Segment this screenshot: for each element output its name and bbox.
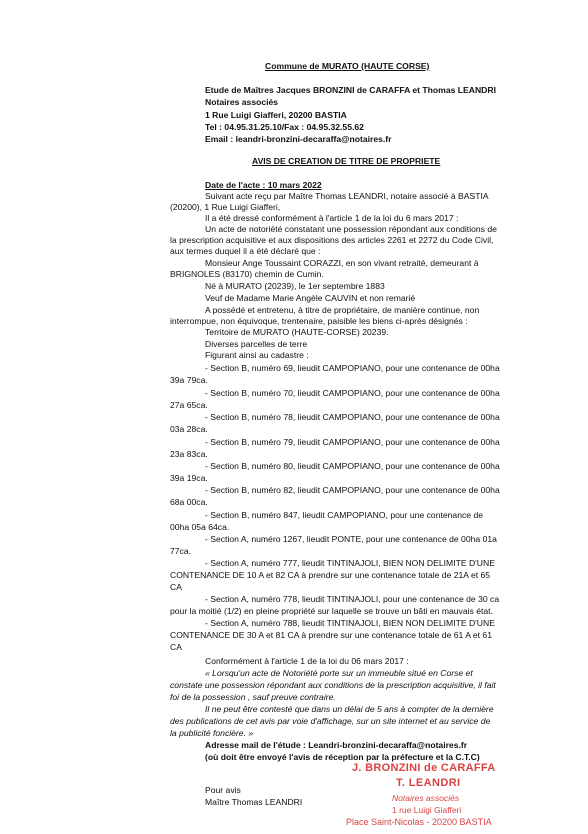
document-title: AVIS DE CREATION DE TITRE DE PROPRIETE: [252, 156, 441, 166]
quote-line: Il ne peut être contesté que dans un délai de 5 ans à compter de la dernière: [205, 704, 494, 714]
body-line: Veuf de Madame Marie Angèle CAUVIN et non remarié: [205, 293, 416, 303]
body-line: aux termes duquel il a été déclaré que :: [170, 246, 321, 256]
body-line: - Section A, numéro 778, lieudit TINTINAJOLI, pour une contenance de 30 ca: [205, 594, 500, 604]
quote-line: la publicité foncière. »: [170, 728, 254, 738]
etude-name: Etude de Maîtres Jacques BRONZINI de CARAFFA et Thomas LEANDRI: [205, 85, 496, 95]
body-line: Conformément à l'article 1 de la loi du 06 mars 2017 :: [205, 656, 409, 666]
etude-phone: Tel : 04.95.31.25.10/Fax : 04.95.32.55.62: [205, 122, 364, 132]
body-line: interrompue, non équivoque, trentenaire, paisible les biens ci-après désignés :: [170, 316, 468, 326]
body-line: Suivant acte reçu par Maître Thomas LEANDRI, notaire associé à BASTIA: [205, 191, 489, 201]
body-line: - Section A, numéro 1267, lieudit PONTE, pour une contenance de 00ha 01a: [205, 534, 497, 544]
pour-avis-label: Pour avis: [205, 785, 241, 795]
quote-line: des publications de cet avis par voie d'affichage, sur un site internet et au service de: [170, 716, 491, 726]
body-line: Il a été dressé conformément à l'article 1 de la loi du 6 mars 2017 :: [205, 213, 459, 223]
body-line: BRIGNOLES (83170) chemin de Cumin.: [170, 269, 324, 279]
body-line: pour la moitié (1/2) en pleine propriété sur laquelle se trouve un bâti en mauvais état.: [170, 606, 493, 616]
body-line: - Section A, numéro 788, lieudit TINTINAJOLI, BIEN NON DELIMITE D'UNE: [205, 618, 495, 628]
body-line: 23a 83ca.: [170, 449, 208, 459]
body-line: - Section B, numéro 78, lieudit CAMPOPIANO, pour une contenance de 00ha: [205, 412, 500, 422]
body-line: - Section B, numéro 82, lieudit CAMPOPIANO, pour une contenance de 00ha: [205, 485, 500, 495]
body-line: 77ca.: [170, 546, 192, 556]
body-line: - Section B, numéro 847, lieudit CAMPOPIANO, pour une contenance de: [205, 510, 484, 520]
act-date: Date de l'acte : 10 mars 2022: [205, 180, 322, 190]
body-line: Territoire de MURATO (HAUTE-CORSE) 20239.: [205, 327, 389, 337]
stamp-line-2: T. LEANDRI: [396, 777, 461, 789]
stamp-line-4: 1 rue Luigi Giafferi: [392, 805, 462, 815]
commune-heading: Commune de MURATO (HAUTE CORSE): [265, 61, 430, 71]
quote-line: foi de la possession , sauf preuve contraire.: [170, 692, 336, 702]
body-line: - Section B, numéro 80, lieudit CAMPOPIANO, pour une contenance de 00ha: [205, 461, 500, 471]
body-line: 68a 00ca.: [170, 497, 208, 507]
body-line: CA: [170, 582, 182, 592]
body-line: Diverses parcelles de terre: [205, 339, 308, 349]
body-line: CONTENANCE DE 10 A et 82 CA à prendre sur une contenance totale de 21A et 65: [170, 570, 491, 580]
receipt-note: (où doit être envoyé l'avis de réception par la préfecture et la C.T.C): [205, 752, 480, 762]
body-line: Figurant ainsi au cadastre :: [205, 350, 309, 360]
body-line: - Section B, numéro 79, lieudit CAMPOPIANO, pour une contenance de 00ha: [205, 437, 500, 447]
quote-line: constate une possession répondant aux conditions de la prescription acquisitive, il fait: [170, 680, 496, 690]
stamp-line-3: Notaires associés: [392, 793, 460, 803]
etude-email: Email : leandri-bronzini-decaraffa@notaires.fr: [205, 134, 392, 144]
body-line: Un acte de notoriété constatant une possession répondant aux conditions de: [205, 224, 497, 234]
body-line: CONTENANCE DE 30 A et 81 CA à prendre sur une contenance totale de 61 A et 61: [170, 630, 492, 640]
body-line: Né à MURATO (20239), le 1er septembre 1883: [205, 281, 385, 291]
body-line: 27a 65ca.: [170, 400, 208, 410]
stamp-line-5: Place Saint-Nicolas - 20200 BASTIA: [346, 817, 492, 827]
quote-line: « Lorsqu'un acte de Notoriété porte sur un immeuble situé en Corse et: [205, 668, 473, 678]
signer-name: Maître Thomas LEANDRI: [205, 797, 303, 807]
body-line: - Section B, numéro 69, lieudit CAMPOPIANO, pour une contenance de 00ha: [205, 363, 500, 373]
body-line: - Section B, numéro 70, lieudit CAMPOPIANO, pour une contenance de 00ha: [205, 388, 500, 398]
body-line: A possédé et entretenu, à titre de propriétaire, de manière continue, non: [205, 305, 480, 315]
body-line: - Section A, numéro 777, lieudit TINTINAJOLI, BIEN NON DELIMITE D'UNE: [205, 558, 495, 568]
body-line: (20200), 1 Rue Luigi Giafferi,: [170, 202, 281, 212]
body-line: CA: [170, 642, 182, 652]
stamp-line-1: J. BRONZINI de CARAFFA: [352, 762, 496, 774]
body-line: 03a 28ca.: [170, 424, 208, 434]
body-line: 39a 19ca.: [170, 473, 208, 483]
body-line: Monsieur Ange Toussaint CORAZZI, en son vivant retraité, demeurant à: [205, 258, 479, 268]
office-email-line: Adresse mail de l'étude : Leandri-bronzini-decaraffa@notaires.fr: [205, 740, 468, 750]
body-line: 39a 79ca.: [170, 375, 208, 385]
body-line: la prescription acquisitive et aux dispositions des articles 2261 et 2272 du Code Civil,: [170, 235, 494, 245]
etude-address: 1 Rue Luigi Giafferi, 20200 BASTIA: [205, 110, 347, 120]
etude-role: Notaires associés: [205, 97, 279, 107]
body-line: 00ha 05a 64ca.: [170, 522, 230, 532]
